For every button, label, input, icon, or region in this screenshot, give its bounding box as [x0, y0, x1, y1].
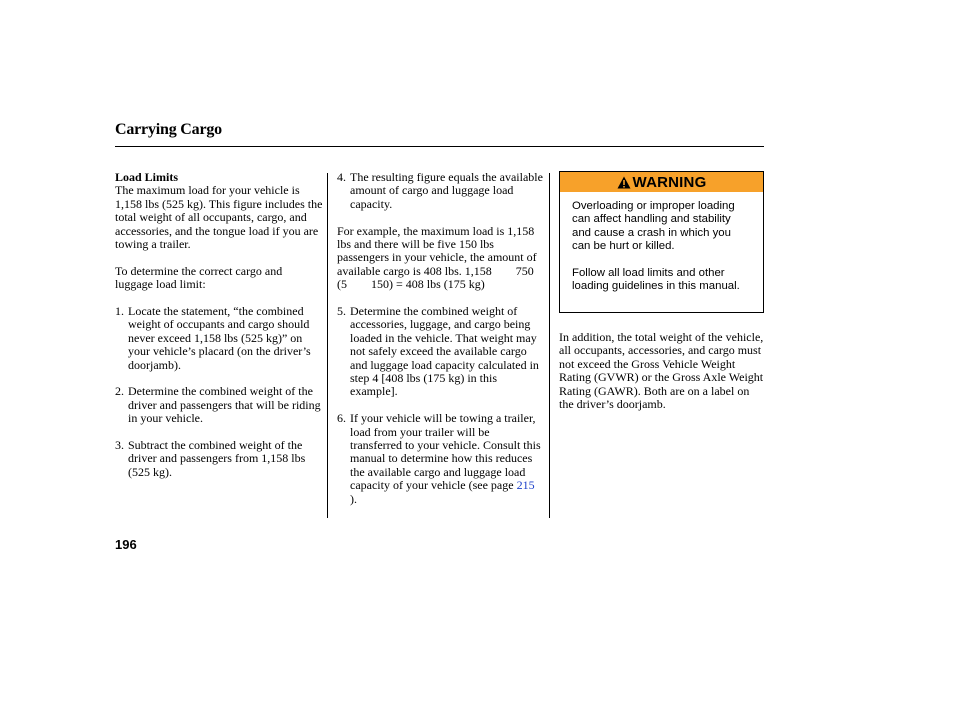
step-number: 4. — [337, 170, 346, 184]
step-6-text: If your vehicle will be towing a trailer, load from your trailer will be transferred to your vehicle. Consult this manual to determine how this reduces the available cargo and luggage load capacity of your vehicle (see page — [350, 411, 541, 493]
column-divider-1 — [327, 173, 328, 518]
title-rule — [115, 146, 764, 147]
step-item — [337, 305, 543, 399]
warning-text: Follow all load limits and other loading guidelines in this manual. — [572, 267, 740, 293]
step-text: The resulting figure equals the available amount of cargo and luggage load capacity. — [350, 170, 543, 211]
column-3-text — [559, 331, 765, 425]
column-2 — [337, 171, 543, 520]
step-number: 6. — [337, 411, 346, 426]
step-text: Subtract the combined weight of the driver and passengers from 1,158 lbs (525 kg). — [128, 438, 306, 479]
step-item — [115, 385, 323, 425]
max-load-paragraph: The maximum load for your vehicle is 1,158 lbs (525 kg). This figure includes the total weight of all occupants, cargo, and accessories, and the tongue load if you are towing a trailer. — [115, 183, 323, 252]
step-text: Determine the combined weight of accessories, luggage, and cargo being loaded in the vehicle. That weight may not safely exceed the available cargo and luggage load capacity calculated in step 4 [408 lbs (175 kg) in this example]. — [350, 304, 539, 399]
column-divider-2 — [549, 173, 550, 518]
warning-header — [560, 172, 763, 192]
step-number: 1. — [115, 304, 124, 319]
step-item — [115, 439, 323, 479]
load-limits-heading: Load Limits — [115, 170, 179, 184]
step-text: Locate the statement, “the combined weight of occupants and cargo should never exceed 1,158 lbs (525 kg)” on your vehicle’s placard (on the driver’s doorjamb). — [128, 304, 311, 372]
warning-body — [560, 192, 763, 294]
determine-paragraph: To determine the correct cargo and luggage load limit: — [115, 263, 283, 292]
example-paragraph: For example, the maximum load is 1,158 lbs and there will be five 150 lbs passengers in your vehicle, the amount of available cargo is 408 lbs. 1,158 750 (5 150) = 408 lbs (175 kg) — [337, 223, 537, 292]
step-text: Determine the combined weight of the driver and passengers that will be riding in your vehicle. — [128, 384, 321, 426]
column-1 — [115, 171, 323, 493]
step-item — [337, 171, 543, 211]
step-item — [337, 412, 543, 506]
step-6-end: ). — [350, 491, 357, 506]
step-item — [115, 305, 323, 372]
gvwr-paragraph: In addition, the total weight of the vehicle, all occupants, accessories, and cargo must not exceed the Gross Vehicle Weight Rating (GVWR) or the Gross Axle Weight Rating (GAWR). Both are on a label on the driver’s doorjamb. — [559, 330, 764, 412]
page-link[interactable]: 215 — [516, 478, 535, 493]
warning-box — [559, 171, 764, 313]
step-number: 5. — [337, 304, 346, 319]
page-title: Carrying Cargo — [115, 121, 222, 138]
step-text — [350, 412, 543, 506]
step-number: 2. — [115, 384, 124, 399]
step-number: 3. — [115, 438, 124, 453]
warning-label: WARNING — [632, 173, 707, 191]
page-number: 196 — [115, 537, 137, 552]
warning-triangle-icon — [617, 176, 631, 189]
warning-text: Overloading or improper loading can affect handling and stability and cause a crash in which you can be hurt or killed. — [572, 200, 735, 253]
